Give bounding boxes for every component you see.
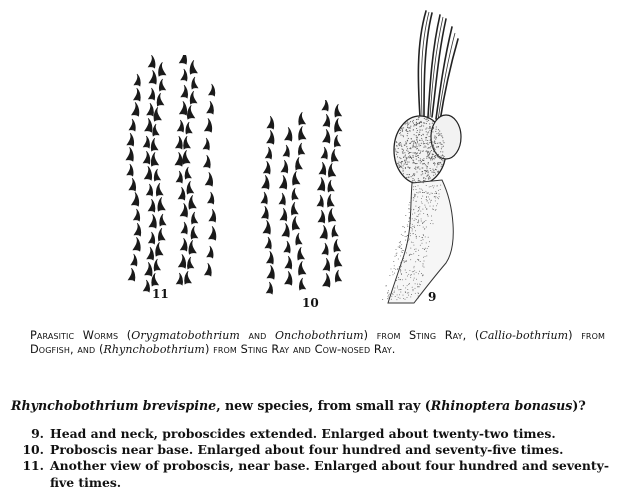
caption-part-5: ) from Sting Ray and Cow-nosed Ray.: [204, 343, 396, 356]
caption-part-3: ) from Sting Ray, (: [363, 329, 480, 342]
figure-9-head-neck-drawing: [380, 5, 490, 310]
legend-text: Head and neck, proboscides extended. Enlarged about twenty-two times.: [50, 426, 556, 441]
species-heading: [11, 398, 586, 413]
caption-part-4: ) from Dogfish, and (: [30, 329, 605, 356]
legend-item-9: [18, 426, 613, 442]
species-description: , new species, from small ray (: [216, 398, 431, 413]
figure-legend: [18, 426, 613, 491]
figure-11-proboscis-drawing: [110, 55, 220, 305]
legend-number: 11.: [22, 458, 44, 474]
figure-caption: [30, 329, 605, 357]
caption-part-1: Parasitic Worms (: [30, 329, 132, 342]
caption-part-2: and: [239, 329, 275, 342]
figure-10-proboscis-drawing: [250, 100, 360, 305]
caption-genus-orygmatobothrium: Orygmatobothrium: [131, 329, 240, 342]
caption-genus-rhynchobothrium: Rhynchobothrium: [103, 343, 205, 356]
legend-text: Proboscis near base. Enlarged about four hundred and seventy-five times.: [50, 442, 564, 458]
legend-text: Another view of proboscis, near base. Enlarged about four hundred and seventy-five times.: [50, 458, 609, 490]
species-name: Rhynchobothrium brevispine: [11, 398, 217, 413]
legend-number: 9.: [31, 426, 44, 441]
legend-number: 10.: [22, 442, 44, 458]
figure-9-label: 9: [428, 290, 437, 304]
legend-item-10: [18, 442, 613, 458]
figure-11-label: 11: [152, 287, 169, 301]
caption-genus-calliobothrium: Callio-bothrium: [479, 329, 569, 342]
host-name: Rhinoptera bonasus: [430, 398, 573, 413]
legend-item-11: [18, 458, 613, 490]
species-end: )?: [572, 398, 586, 413]
caption-genus-onchobothrium: Onchobothrium: [274, 329, 364, 342]
figure-10-label: 10: [302, 296, 319, 310]
